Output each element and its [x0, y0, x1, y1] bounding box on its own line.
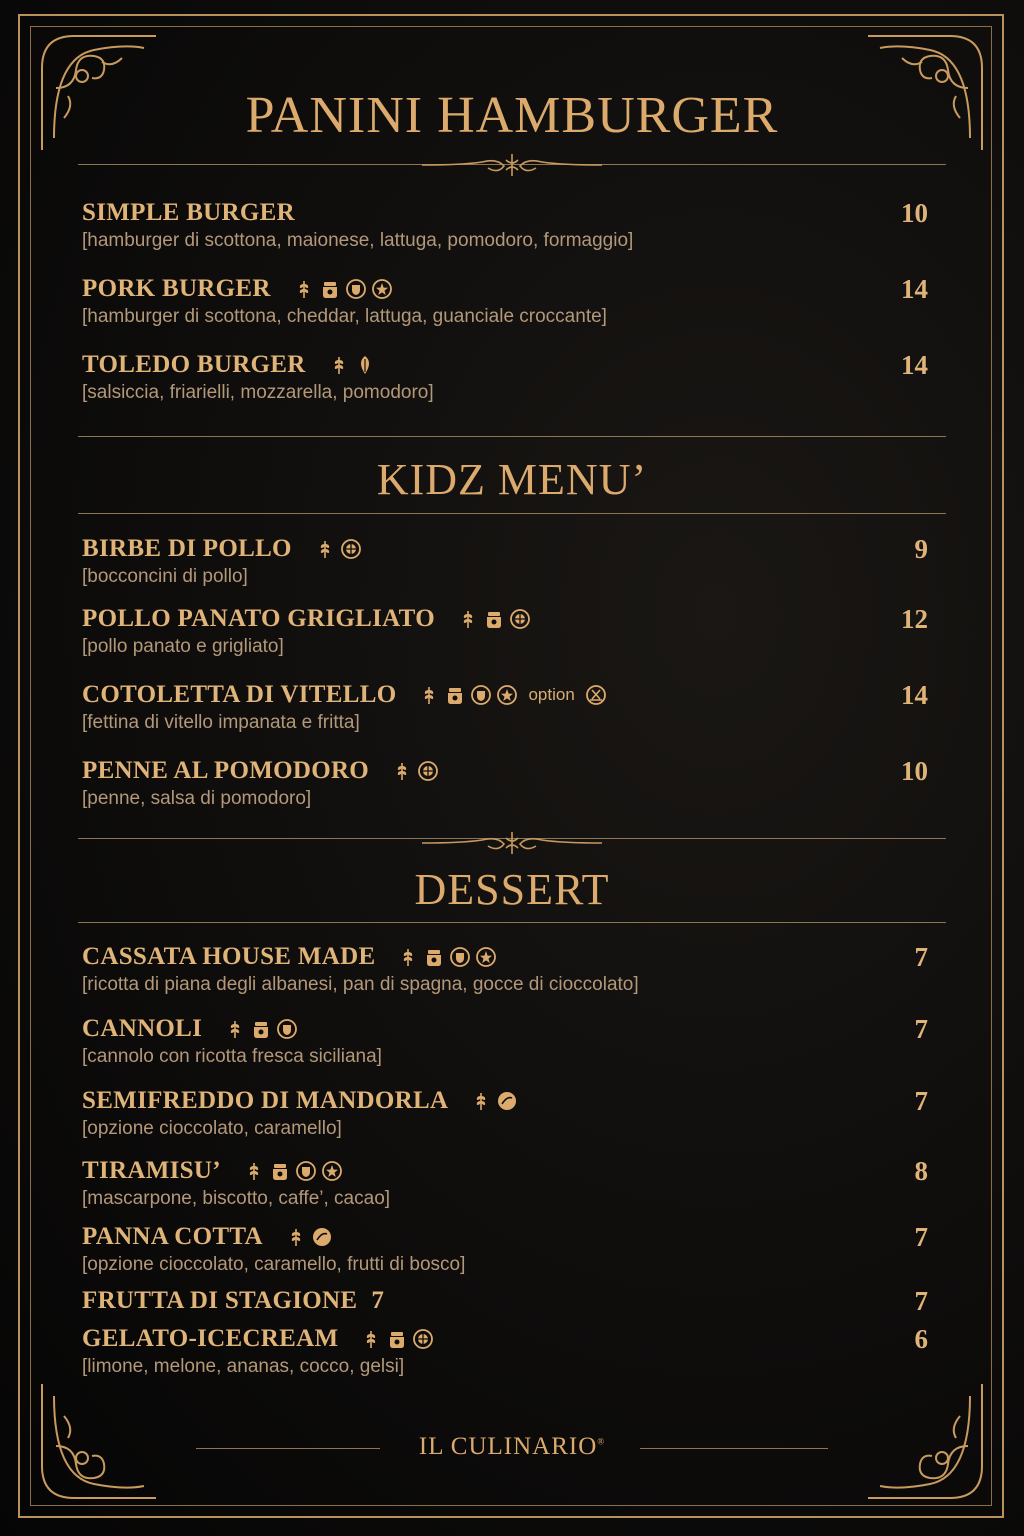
menu-item — [82, 1156, 928, 1210]
menu-item-price: 7 — [914, 1286, 928, 1316]
allergen-icons — [457, 608, 531, 630]
wheat-icon — [457, 608, 479, 630]
star-icon — [371, 278, 393, 300]
menu-item-name: CANNOLI — [82, 1015, 203, 1042]
allergen-icons — [418, 684, 606, 706]
menu-item-line — [82, 350, 928, 380]
brand-name: IL CULINARIO — [418, 1433, 598, 1460]
menu-item-price: 7 — [914, 942, 928, 972]
wheat-icon — [397, 946, 419, 968]
menu-item-name: SEMIFREDDO DI MANDORLA — [82, 1087, 449, 1114]
menu-item — [82, 1014, 928, 1068]
registered-mark: ® — [597, 1436, 606, 1447]
menu-item-line — [82, 942, 928, 972]
wheat-icon — [285, 1226, 307, 1248]
menu-item-price: 10 — [901, 756, 928, 786]
menu-item-line — [82, 680, 928, 710]
flourish-ornament-icon — [412, 828, 612, 858]
menu-item — [82, 350, 928, 404]
shield-icon — [345, 278, 367, 300]
menu-item-line — [82, 1286, 928, 1316]
menu-item-price: 14 — [901, 680, 928, 710]
option-label: option — [528, 685, 575, 704]
menu-item — [82, 1222, 928, 1276]
jar-icon — [444, 684, 466, 706]
menu-item-price: 9 — [914, 534, 928, 564]
star-icon — [321, 1160, 343, 1182]
jar-icon — [250, 1018, 272, 1040]
menu-item-price: 7 — [914, 1086, 928, 1116]
menu-item — [82, 942, 928, 996]
section-title-kidz: KIDZ MENU’ — [376, 455, 648, 504]
wheat-icon — [224, 1018, 246, 1040]
globe-icon — [412, 1328, 434, 1350]
section-title-panini: PANINI HAMBURGER — [245, 87, 779, 144]
menu-item-line — [82, 1086, 928, 1116]
wheat-icon — [391, 760, 413, 782]
menu-item-description: [opzione cioccolato, caramello, frutti di bosco] — [82, 1254, 466, 1275]
wheat-icon — [418, 684, 440, 706]
menu-item-description: [fettina di vitello impanata e fritta] — [82, 712, 360, 733]
shield-icon — [295, 1160, 317, 1182]
footer-brand — [0, 1433, 1024, 1461]
wheat-icon — [328, 354, 350, 376]
jar-icon — [386, 1328, 408, 1350]
allergen-icons — [391, 760, 439, 782]
menu-item-name: TOLEDO BURGER — [82, 351, 306, 378]
menu-item-name: BIRBE DI POLLO — [82, 535, 292, 562]
globe-icon — [417, 760, 439, 782]
allergen-icons — [293, 278, 393, 300]
menu-item — [82, 198, 928, 252]
menu-item-description: [limone, melone, ananas, cocco, gelsi] — [82, 1356, 405, 1377]
divider — [78, 436, 946, 437]
wheat-icon — [360, 1328, 382, 1350]
menu-item-description: [bocconcini di pollo] — [82, 566, 248, 587]
allergen-icons — [328, 354, 376, 376]
wheat-icon — [470, 1090, 492, 1112]
menu-item-description: [hamburger di scottona, maionese, lattuga, pomodoro, formaggio] — [82, 230, 634, 251]
jar-icon — [423, 946, 445, 968]
menu-item-name: TIRAMISU’ — [82, 1157, 221, 1184]
star-icon — [475, 946, 497, 968]
menu-item-line — [82, 604, 928, 634]
allergen-icons — [314, 538, 362, 560]
menu-item-name: SIMPLE BURGER — [82, 199, 295, 226]
menu-item-line — [82, 1156, 928, 1186]
fork-icon — [585, 684, 607, 706]
menu-item — [82, 604, 928, 658]
wheat-icon — [314, 538, 336, 560]
menu-item — [82, 1286, 928, 1316]
menu-item-description: [ricotta di piana degli albanesi, pan di spagna, gocce di cioccolato] — [82, 974, 639, 995]
nut-icon — [496, 1090, 518, 1112]
section-title-dessert: DESSERT — [414, 865, 610, 914]
jar-icon — [319, 278, 341, 300]
menu-item-name: COTOLETTA DI VITELLO — [82, 681, 397, 708]
menu-item-price: 7 — [914, 1222, 928, 1252]
allergen-icons — [224, 1018, 298, 1040]
globe-icon — [509, 608, 531, 630]
menu-item-name: PENNE AL POMODORO — [82, 757, 370, 784]
menu-item-description: [hamburger di scottona, cheddar, lattuga, guanciale croccante] — [82, 306, 607, 327]
menu-item-name: CASSATA HOUSE MADE — [82, 943, 376, 970]
shield-icon — [470, 684, 492, 706]
menu-item-price: 14 — [901, 274, 928, 304]
jar-icon — [269, 1160, 291, 1182]
menu-item-description: [pollo panato e grigliato] — [82, 636, 284, 657]
menu-item-price: 14 — [901, 350, 928, 380]
shield-icon — [276, 1018, 298, 1040]
jar-icon — [483, 608, 505, 630]
allergen-icons — [285, 1226, 333, 1248]
menu-item — [82, 1324, 928, 1378]
menu-item — [82, 1086, 928, 1140]
menu-item — [82, 534, 928, 588]
menu-item-line — [82, 198, 928, 228]
allergen-icons — [470, 1090, 518, 1112]
shield-icon — [449, 946, 471, 968]
divider — [78, 922, 946, 923]
menu-item-name: POLLO PANATO GRIGLIATO — [82, 605, 435, 632]
menu-item-description: [cannolo con ricotta fresca siciliana] — [82, 1046, 382, 1067]
leaf-icon — [354, 354, 376, 376]
menu-item-name: PORK BURGER — [82, 275, 271, 302]
menu-item-line — [82, 756, 928, 786]
menu-item-name: FRUTTA DI STAGIONE — [82, 1287, 358, 1314]
menu-item-line — [82, 1324, 928, 1354]
menu-item-description: [mascarpone, biscotto, caffe’, cacao] — [82, 1188, 391, 1209]
globe-icon — [340, 538, 362, 560]
allergen-icons — [360, 1328, 434, 1350]
menu-item-description: [opzione cioccolato, caramello] — [82, 1118, 342, 1139]
flourish-ornament-icon — [412, 150, 612, 180]
menu-item — [82, 756, 928, 810]
wheat-icon — [243, 1160, 265, 1182]
menu-item-price: 8 — [914, 1156, 928, 1186]
menu-item-price: 12 — [901, 604, 928, 634]
star-icon — [496, 684, 518, 706]
menu-item-description: [penne, salsa di pomodoro] — [82, 788, 312, 809]
menu-item-line — [82, 274, 928, 304]
wheat-icon — [293, 278, 315, 300]
divider — [78, 513, 946, 514]
menu-item-description: [salsiccia, friarielli, mozzarella, pomodoro] — [82, 382, 434, 403]
menu-item-name: GELATO-ICECREAM — [82, 1325, 339, 1352]
menu-item-price: 10 — [901, 198, 928, 228]
allergen-icons — [243, 1160, 343, 1182]
menu-item — [82, 680, 928, 734]
menu-item-price: 7 — [914, 1014, 928, 1044]
menu-item-line — [82, 1014, 928, 1044]
menu-item-line — [82, 1222, 928, 1252]
menu-item-inline-price: 7 — [371, 1287, 384, 1314]
nut-icon — [311, 1226, 333, 1248]
menu-item — [82, 274, 928, 328]
allergen-icons — [397, 946, 497, 968]
menu-item-price: 6 — [914, 1324, 928, 1354]
menu-item-name: PANNA COTTA — [82, 1223, 263, 1250]
menu-item-line — [82, 534, 928, 564]
